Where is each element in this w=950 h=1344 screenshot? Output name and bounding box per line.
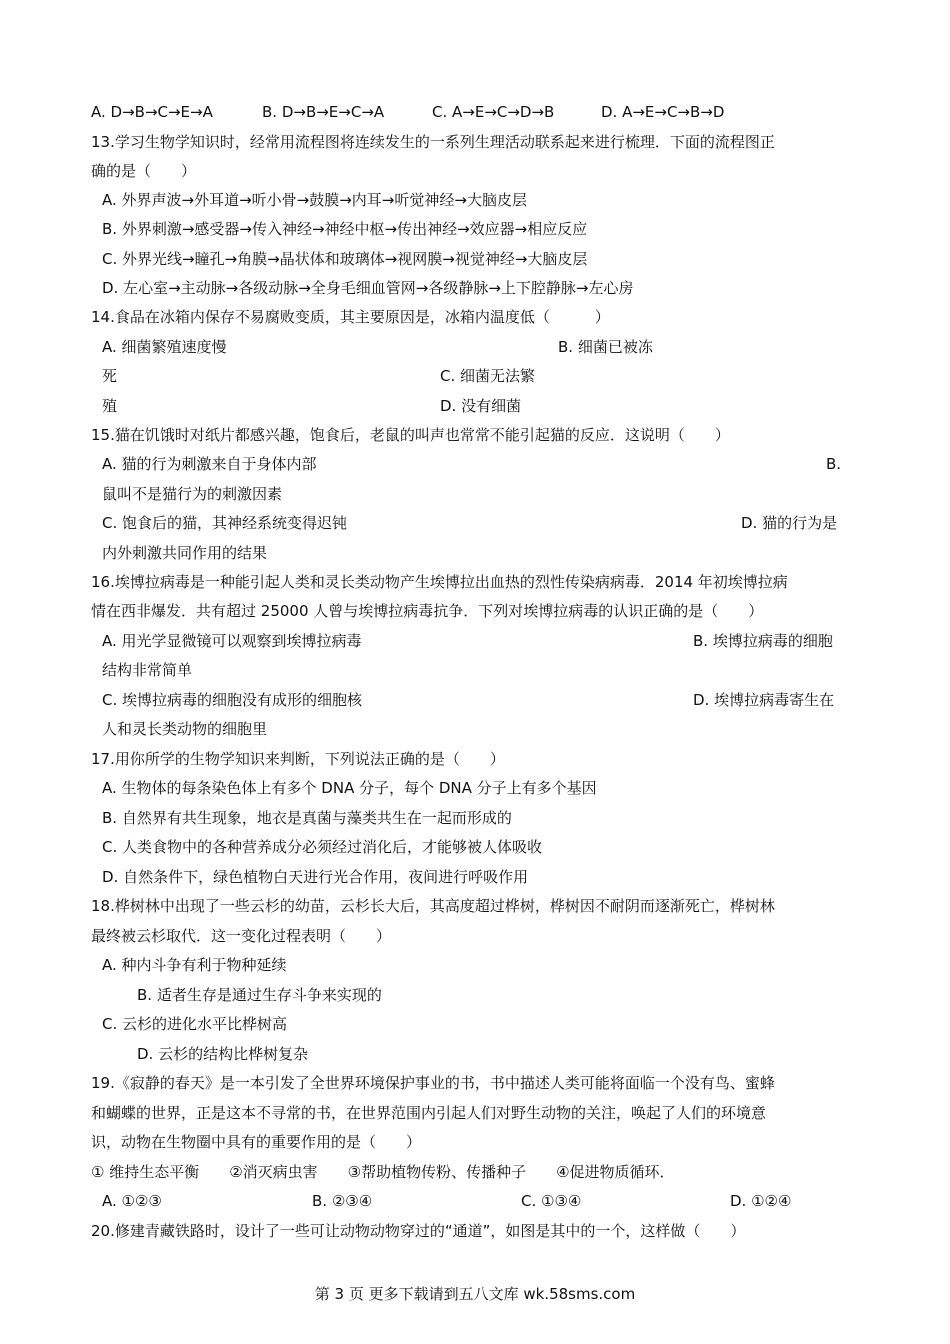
q16-stem-line2: 情在西非爆发．共有超过 25000 人曾与埃博拉病毒抗争．下列对埃博拉病毒的认识正确的是（ ）: [91, 602, 764, 620]
q17-option-c: C. 人类食物中的各种营养成分必须经过消化后，才能够被人体吸收: [102, 838, 543, 856]
q15-stem: 15.猫在饥饿时对纸片都感兴趣，饱食后，老鼠的叫声也常常不能引起猫的反应．这说明（ ）: [91, 426, 730, 444]
q17-option-d: D. 自然条件下，绿色植物白天进行光合作用，夜间进行呼吸作用: [102, 868, 529, 886]
q13-stem-line1: 13.学习生物学知识时，经常用流程图将连续发生的一系列生理活动联系起来进行梳理．下面的流程图正: [91, 133, 775, 151]
q16-stem-line1: 16.埃博拉病毒是一种能引起人类和灵长类动物产生埃博拉出血热的烈性传染病病毒．2014 年初埃博拉病: [91, 573, 788, 591]
q16-option-c: C. 埃博拉病毒的细胞没有成形的细胞核: [102, 691, 363, 709]
q15-option-c: C. 饱食后的猫，其神经系统变得迟钝: [102, 514, 348, 532]
q12-option-a: A. D→B→C→E→A: [91, 103, 213, 121]
q16-option-b: B. 埃博拉病毒的细胞: [693, 632, 833, 650]
q19-option-a: A. ①②③: [102, 1192, 162, 1210]
q16-option-d-wrap: 人和灵长类动物的细胞里: [102, 720, 268, 738]
q14-option-d: D. 没有细菌: [440, 397, 522, 415]
q12-option-d: D. A→E→C→B→D: [601, 103, 725, 121]
q14-option-b-wrap: 死: [102, 367, 118, 385]
q19-option-d: D. ①②④: [730, 1192, 792, 1210]
q19-stem-line1: 19.《寂静的春天》是一本引发了全世界环境保护事业的书，书中描述人类可能将面临一个没有鸟、蜜蜂: [91, 1074, 775, 1092]
q18-option-d: D. 云杉的结构比桦树复杂: [137, 1045, 309, 1063]
q18-option-a: A. 种内斗争有利于物种延续: [102, 956, 287, 974]
page-footer: 第 3 页 更多下载请到五八文库 wk.58sms.com: [314, 1285, 636, 1303]
q13-option-b: B. 外界刺激→感受器→传入神经→神经中枢→传出神经→效应器→相应反应: [102, 220, 588, 238]
q19-items: ① 维持生态平衡 ②消灭病虫害 ③帮助植物传粉、传播种子 ④促进物质循环．: [91, 1163, 675, 1181]
q18-stem-line2: 最终被云杉取代．这一变化过程表明（ ）: [91, 927, 392, 945]
q14-option-b: B. 细菌已被冻: [558, 338, 653, 356]
q19-option-c: C. ①③④: [521, 1192, 582, 1210]
q14-option-c-wrap: 殖: [102, 397, 118, 415]
q20-stem: 20.修建青藏铁路时，设计了一些可让动物动物穿过的“通道”，如图是其中的一个，这样做（ ）: [91, 1222, 746, 1240]
q12-option-b: B. D→B→E→C→A: [262, 103, 385, 121]
q18-stem-line1: 18.桦树林中出现了一些云杉的幼苗，云杉长大后，其高度超过桦树，桦树因不耐阴而逐渐死亡，桦树林: [91, 897, 775, 915]
q13-option-a: A. 外界声波→外耳道→听小骨→鼓膜→内耳→听觉神经→大脑皮层: [102, 191, 527, 209]
q19-stem-line2: 和蝴蝶的世界，正是这本不寻常的书，在世界范围内引起人们对野生动物的关注，唤起了人们的环境意: [91, 1104, 767, 1122]
q17-stem: 17.用你所学的生物学知识来判断，下列说法正确的是（ ）: [91, 750, 505, 768]
q13-stem-line2: 确的是（ ）: [91, 162, 197, 180]
q16-option-b-wrap: 结构非常简单: [102, 661, 193, 679]
q13-option-d: D. 左心室→主动脉→各级动脉→全身毛细血管网→各级静脉→上下腔静脉→左心房: [102, 279, 634, 297]
q19-stem-line3: 识，动物在生物圈中具有的重要作用的是（ ）: [91, 1133, 422, 1151]
q14-option-a: A. 细菌繁殖速度慢: [102, 338, 227, 356]
q17-option-a: A. 生物体的每条染色体上有多个 DNA 分子，每个 DNA 分子上有多个基因: [102, 779, 597, 797]
q13-option-c: C. 外界光线→瞳孔→角膜→晶状体和玻璃体→视网膜→视觉神经→大脑皮层: [102, 250, 588, 268]
q18-option-b: B. 适者生存是通过生存斗争来实现的: [137, 986, 382, 1004]
q19-option-b: B. ②③④: [312, 1192, 373, 1210]
q15-option-d: D. 猫的行为是: [741, 514, 838, 532]
q16-option-d: D. 埃博拉病毒寄生在: [693, 691, 835, 709]
q12-option-c: C. A→E→C→D→B: [432, 103, 555, 121]
q18-option-c: C. 云杉的进化水平比桦树高: [102, 1015, 288, 1033]
q17-option-b: B. 自然界有共生现象，地衣是真菌与藻类共生在一起而形成的: [102, 809, 512, 827]
q14-stem: 14.食品在冰箱内保存不易腐败变质，其主要原因是，冰箱内温度低（ ）: [91, 308, 610, 326]
q15-option-b-wrap: 鼠叫不是猫行为的刺激因素: [102, 485, 283, 503]
q15-option-d-wrap: 内外刺激共同作用的结果: [102, 544, 268, 562]
q15-option-b: B.: [826, 455, 842, 473]
q16-option-a: A. 用光学显微镜可以观察到埃博拉病毒: [102, 632, 362, 650]
q14-option-c: C. 细菌无法繁: [440, 367, 536, 385]
q15-option-a: A. 猫的行为刺激来自于身体内部: [102, 455, 317, 473]
